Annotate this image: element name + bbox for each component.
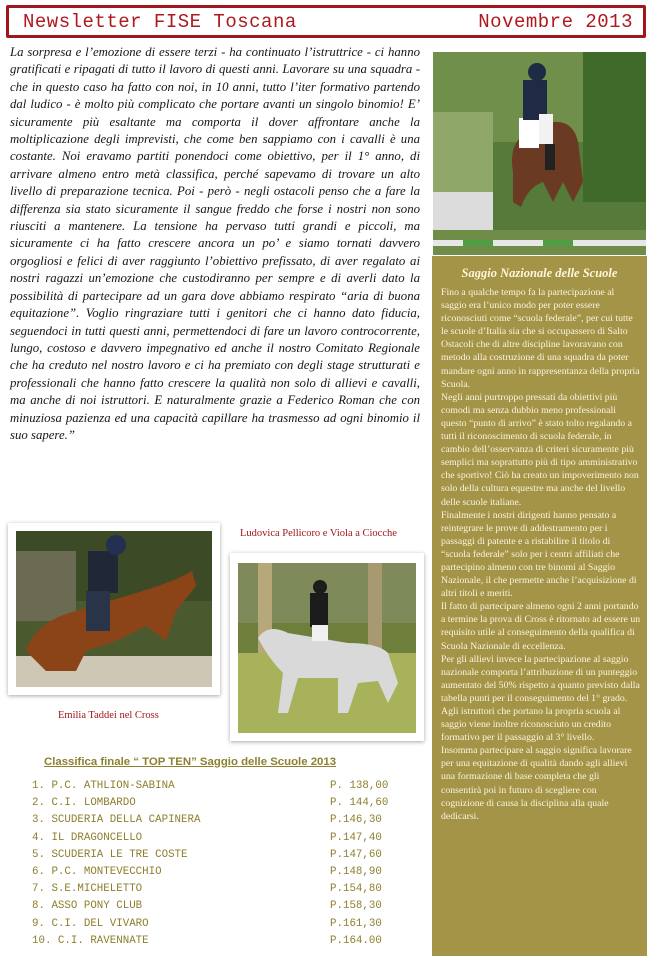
ranking-row	[32, 849, 392, 866]
ranking-score: P.148,90	[330, 865, 382, 878]
ranking-score: P.154,80	[330, 883, 382, 896]
ranking-row	[32, 900, 392, 917]
dressage-photo	[238, 563, 416, 733]
ranking-school: 3. SCUDERIA DELLA CAPINERA	[32, 814, 201, 827]
newsletter-title: Newsletter FISE Toscana	[23, 11, 297, 33]
ranking-list	[32, 780, 392, 952]
issue-date: Novembre 2013	[478, 11, 633, 33]
ranking-row	[32, 832, 392, 849]
sidebar-paragraph: Fino a qualche tempo fa la partecipazione al saggio era l’unico modo per poter essere riconosciuti come “scuola federale”, per cui tutte le scuole d’Italia sia che si occupassero di Salto Ostacoli che di altre discipline lavoravano con metodo alla costruzione di una squadra da poter mandare ogni anno in rappresentanza della propria Scuola.	[441, 287, 640, 390]
cross-photo-caption: Emilia Taddei nel Cross	[58, 710, 159, 721]
sidebar-paragraph: Il fatto di partecipare almeno ogni 2 anni portando a termine la prova di Cross è ritornato ad essere un requisito utile al conseguimento della qualifica di Scuola Nazionale di eccellenza.	[441, 601, 641, 652]
sidebar-paragraph: Negli anni purtroppo pressati da obiettivi più comodi ma senza dubbio meno professionali questo “punto di arrivo” è stato tolto regalando a tutti il riconoscimento di scuola federale, in cambio dell’osservanza di criteri sicuramente più semplici ma soprattutto più di tipo amministrativo che sportivo! Ciò ha creato un impoverimento non solo della cultura equestre ma anche del livello delle scuole italiane.	[441, 391, 639, 508]
show-jumping-photo	[433, 52, 646, 255]
ranking-school: 1. P.C. ATHLION-SABINA	[32, 780, 175, 792]
ranking-score: P.158,30	[330, 900, 382, 913]
ranking-school: 4. IL DRAGONCELLO	[32, 831, 143, 844]
ranking-school: 5. SCUDERIA LE TRE COSTE	[32, 848, 188, 861]
ranking-school: 7. S.E.MICHELETTO	[32, 883, 143, 896]
ranking-title: Classifica finale “ TOP TEN” Saggio delle Scuole 2013	[44, 756, 337, 768]
ranking-school: 2. C.I. LOMBARDO	[32, 797, 136, 810]
ranking-school: 9. C.I. DEL VIVARO	[32, 917, 149, 930]
dressage-photo-caption: Ludovica Pellicoro e Viola a Ciocche	[240, 528, 397, 539]
newsletter-header	[6, 5, 646, 38]
ranking-row	[32, 866, 392, 883]
ranking-row	[32, 935, 392, 952]
ranking-school: 10. C.I. RAVENNATE	[32, 934, 149, 947]
sidebar-paragraph: Agli istruttori che portano la propria scuola al saggio viene inoltre riconosciuto un credito formativo per il passaggio al 3° livello.	[441, 706, 621, 744]
ranking-score: P. 138,00	[330, 780, 389, 792]
ranking-row	[32, 797, 392, 814]
sidebar-box	[432, 256, 647, 956]
sidebar-title: Saggio Nazionale delle Scuole	[461, 266, 618, 280]
ranking-row	[32, 883, 392, 900]
ranking-school: 6. P.C. MONTEVECCHIO	[32, 865, 162, 878]
ranking-score: P. 144,60	[330, 797, 389, 810]
ranking-row	[32, 918, 392, 935]
ranking-score: P.164.00	[330, 934, 382, 947]
ranking-row	[32, 814, 392, 831]
cross-country-photo	[16, 531, 212, 687]
sidebar-paragraph: Insomma partecipare al saggio significa lavorare per una equitazione di qualità dando agli allievi una formazione di base completa che gli consentirà poi in futuro di scegliere con cognizione di causa la disciplina alla quale dedicarsi.	[441, 745, 632, 822]
ranking-school: 8. ASSO PONY CLUB	[32, 900, 143, 913]
article-body: La sorpresa e l’emozione di essere terzi - ha continuato l’istruttrice - ci hanno gratificati e ripagati di tutto il lavoro di questi anni. Lavorare su una squadra - che in questo caso ha fatto con noi, in 10 anni, tutto l’iter formativo partendo dal ludico - è molto più complicato che portare avanti un singolo binomio! E’ sicuramente più esaltante ma comporta il dover affrontare anche la moltiplicazione degli imprevisti, che come ben sappiamo con i cavalli è una costante. Noi eravamo partiti ponendoci come obiettivo, per il 1° anno, di arrivare almeno entro metà classifica, perché sapevamo di trovare un alto livello di preparazione tecnica. Poi - però - negli ostacoli penso che a fare la differenza sia stato sicuramente il sangue freddo che forse i nostri non sono riusciti a mantenere. La tensione ha pervaso tutti grandi e piccoli, ma sicuramente ci ha fatto crescere ancora un po’ e siamo tornati davvero orgogliosi e felici di aver raggiunto l’obiettivo prefissato, di aver regalato ai nostri ragazzi un’emozione che custodiranno per sempre e di averli dato la possibilità di partecipare ad un gara dove abbiamo respirato “aria di buona equitazione”. Voglio ringraziare tutti i genitori che ci hanno dato fiducia, seguendoci in tutti questi anni, permettendoci di fare un lavoro controcorrente, lungo, costoso e davvero impegnativo ed anche il nostro Comitato Regionale che ha creduto nel nostro lavoro e ci ha premiato con degli stage strutturati e professionali che hanno fatto crescere la qualità non solo di allievi e cavalli, ma anche di noi istruttori. E naturalmente grazie a Federico Roman che con minuziosa pazienza ed una capacità capillare ha trasmesso ad ogni binomio il suo sapere.”	[10, 45, 420, 442]
ranking-row	[32, 780, 392, 797]
ranking-score: P.146,30	[330, 814, 382, 827]
ranking-score: P.147,40	[330, 831, 382, 844]
sidebar-paragraph: Finalmente i nostri dirigenti hanno pensato a reintegrare le prove di addestramento per i passaggi di patente e a ristabilire il titolo di “scuola federale” solo per i centri affiliati che partecipino almeno con tre binomi al Saggio Nazionale, il che permette anche l’acquisizione di altri titoli e meriti.	[441, 509, 637, 600]
ranking-score: P.147,60	[330, 848, 382, 861]
sidebar-text	[441, 286, 641, 823]
ranking-score: P.161,30	[330, 917, 382, 930]
sidebar-paragraph: Per gli allievi invece la partecipazione al saggio nazionale comporta l’attribuzione di un punteggio aumentato del 50% rispetto a quanto previsto dalla tabella punti per il conseguimento del 1° grado.	[441, 653, 640, 704]
